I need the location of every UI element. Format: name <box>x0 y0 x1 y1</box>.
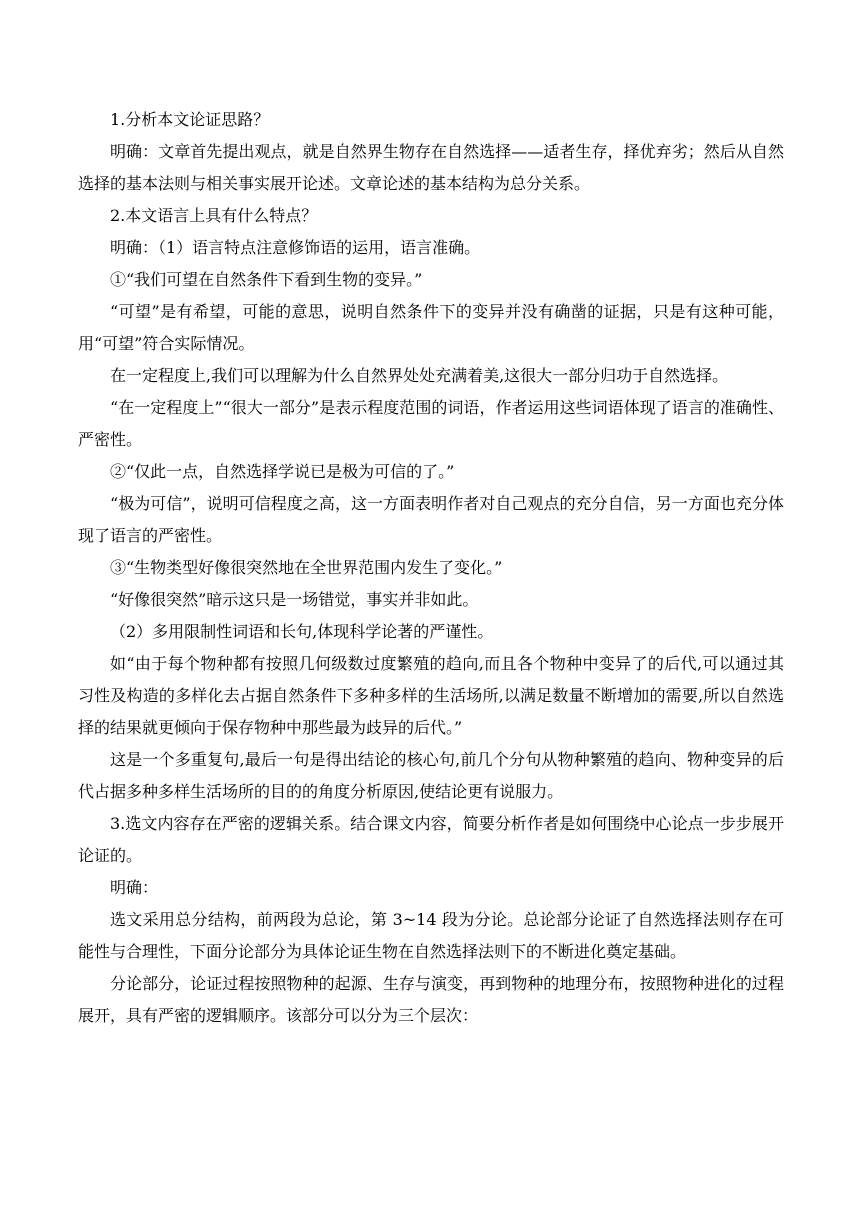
paragraph-answer-3-label: 明确： <box>110 878 159 897</box>
paragraph-point-2: （2）多用限制性词语和长句,体现科学论著的严谨性。 <box>110 622 494 641</box>
paragraph-analysis-2: “极为可信”，说明可信程度之高，这一方面表明作者对自己观点的充分自信，另一方面也充分体现了语言的严密性。 <box>78 494 784 545</box>
paragraph-structure: 选文采用总分结构，前两段为总论，第 3~14 段为分论。总论部分论证了自然选择法则存在可能性与合理性，下面分论部分为具体论证生物在自然选择法则下的不断进化奠定基础。 <box>78 910 784 961</box>
paragraph-analysis-3: “好像很突然”暗示这只是一场错觉，事实并非如此。 <box>110 590 479 609</box>
paragraph-answer-2: 明确：（1）语言特点注意修饰语的运用，语言准确。 <box>110 238 481 257</box>
paragraph-answer-1: 明确：文章首先提出观点，就是自然界生物存在自然选择——适者生存，择优弃劣；然后从自然选择的基本法则与相关事实展开论述。文章论述的基本结构为总分关系。 <box>78 142 784 193</box>
paragraph-long-sentence-example: 如“由于每个物种都有按照几何级数过度繁殖的趋向,而且各个物种中变异了的后代,可以通过其习性及构造的多样化去占据自然条件下多种多样的生活场所,以满足数量不断增加的需要,所以自然选择的结果就更倾向于保存物种中那些最为歧异的后代。” <box>78 654 784 737</box>
paragraph-example-1b: 在一定程度上,我们可以理解为什么自然界处处充满着美,这很大一部分归功于自然选择。 <box>110 366 729 385</box>
paragraph-long-sentence-analysis: 这是一个多重复句,最后一句是得出结论的核心句,前几个分句从物种繁殖的趋向、物种变异的后代占据多种多样生活场所的目的的角度分析原因,使结论更有说服力。 <box>78 750 784 801</box>
paragraph-example-1: ①“我们可望在自然条件下看到生物的变异。” <box>110 270 423 289</box>
document-body <box>78 104 784 1032</box>
paragraph-example-2: ②“仅此一点，自然选择学说已是极为可信的了。” <box>110 462 455 481</box>
paragraph-analysis-1: “可望”是有希望，可能的意思，说明自然条件下的变异并没有确凿的证据，只是有这种可能，用“可望”符合实际情况。 <box>78 302 784 353</box>
paragraph-q3: 3.选文内容存在严密的逻辑关系。结合课文内容，简要分析作者是如何围绕中心论点一步步展开论证的。 <box>78 814 784 865</box>
paragraph-q2: 2.本文语言上具有什么特点？ <box>110 206 318 225</box>
paragraph-example-3: ③“生物类型好像很突然地在全世界范围内发生了变化。” <box>110 558 503 577</box>
paragraph-analysis-1b: “在一定程度上”“很大一部分”是表示程度范围的词语，作者运用这些词语体现了语言的准确性、严密性。 <box>78 398 784 449</box>
paragraph-q1: 1.分析本文论证思路？ <box>110 110 270 129</box>
paragraph-sub-argument: 分论部分，论证过程按照物种的起源、生存与演变，再到物种的地理分布，按照物种进化的过程展开，具有严密的逻辑顺序。该部分可以分为三个层次： <box>78 974 784 1025</box>
